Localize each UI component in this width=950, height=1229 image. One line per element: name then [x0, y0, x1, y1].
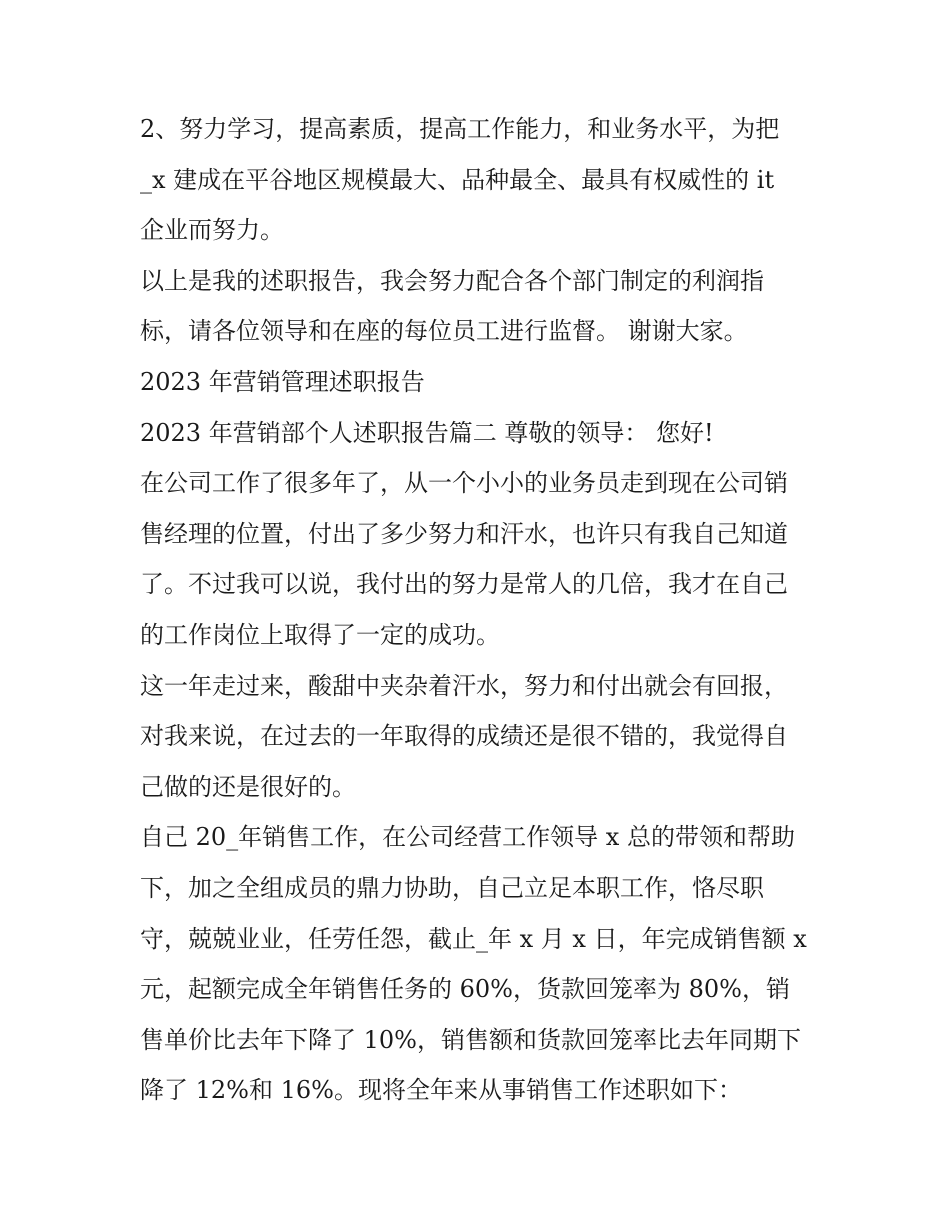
text-line: 降了 12%和 16%。现将全年来从事销售工作述职如下： — [140, 1076, 742, 1105]
text-line: 标，请各位领导和在座的每位员工进行监督。 谢谢大家。 — [140, 317, 748, 346]
text-line: 了。不过我可以说，我付出的努力是常人的几倍，我才在自己 — [140, 570, 788, 599]
text-line: 对我来说，在过去的一年取得的成绩还是很不错的，我觉得自 — [140, 722, 788, 751]
text-line: 元，起额完成全年销售任务的 60%，货款回笼率为 80%，销 — [140, 975, 790, 1004]
text-line: 守，兢兢业业，任劳任怨，截止_年 x 月 x 日，年完成销售额 x — [140, 924, 807, 953]
text-line: 2023 年营销部个人述职报告篇二 尊敬的领导： 您好! — [140, 418, 714, 447]
text-line: _x 建成在平谷地区规模最大、品种最全、最具有权威性的 it — [140, 165, 775, 194]
text-line: 在公司工作了很多年了，从一个小小的业务员走到现在公司销 — [140, 469, 788, 498]
text-line: 己做的还是很好的。 — [140, 772, 356, 801]
text-line: 企业而努力。 — [140, 216, 284, 245]
text-line: 售经理的位置，付出了多少努力和汗水，也许只有我自己知道 — [140, 519, 788, 548]
text-line: 下，加之全组成员的鼎力协助，自己立足本职工作，恪尽职 — [140, 873, 764, 902]
text-line: 的工作岗位上取得了一定的成功。 — [140, 620, 500, 649]
text-line: 这一年走过来，酸甜中夹杂着汗水，努力和付出就会有回报， — [140, 671, 788, 700]
section-heading: 2023 年营销管理述职报告 — [140, 367, 425, 396]
text-line: 售单价比去年下降了 10%，销售额和货款回笼率比去年同期下 — [140, 1025, 801, 1054]
text-line: 以上是我的述职报告，我会努力配合各个部门制定的利润指 — [140, 266, 764, 295]
text-line: 自己 20_年销售工作，在公司经营工作领导 x 总的带领和帮助 — [140, 823, 795, 852]
document-body — [140, 104, 820, 1116]
text-line: 2、努力学习，提高素质，提高工作能力，和业务水平，为把 — [140, 115, 780, 143]
